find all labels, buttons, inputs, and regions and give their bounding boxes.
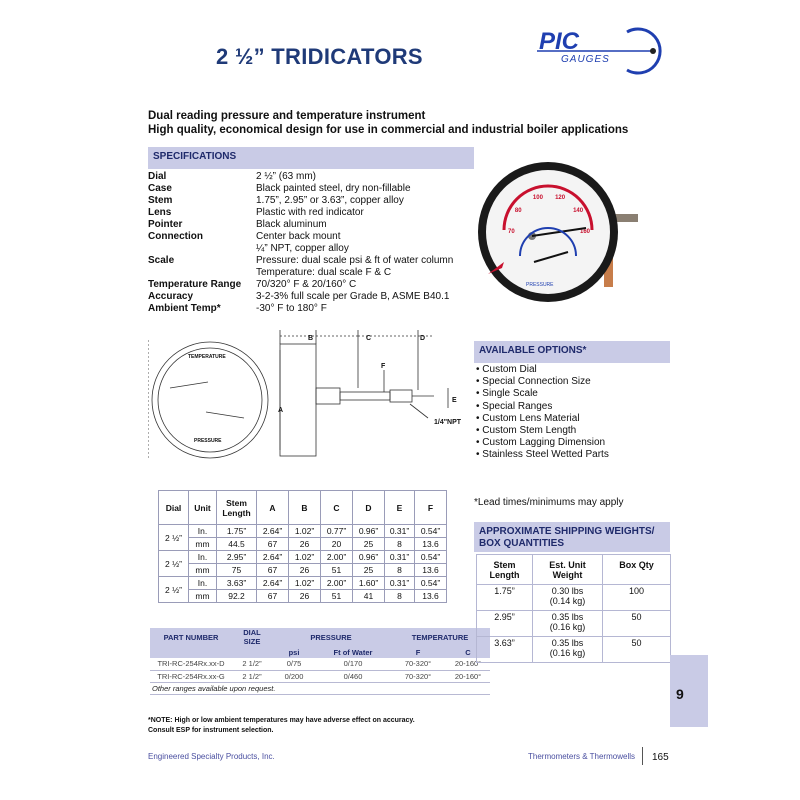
table-row	[477, 611, 671, 637]
dim-col-header: Stem Length	[217, 491, 257, 525]
part-number-table	[150, 628, 490, 695]
part-cell: 0/75	[272, 658, 316, 670]
options-list	[476, 364, 609, 462]
dim-cell: 2.64”	[257, 525, 289, 538]
dim-cell: 1.02”	[289, 577, 321, 590]
dim-col-header: A	[257, 491, 289, 525]
option-item: • Custom Lens Material	[476, 413, 609, 425]
part-cell: TRI-RC-254Rx.xx-G	[150, 670, 232, 682]
dial-size-header: DIAL SIZE	[232, 628, 272, 646]
spec-row	[148, 267, 476, 279]
weight-kg: (0.14 kg)	[549, 596, 586, 606]
table-row	[159, 590, 447, 603]
weight-kg: (0.16 kg)	[549, 648, 586, 658]
c-subheader: C	[446, 646, 490, 658]
spec-row	[148, 219, 476, 231]
spec-row	[148, 303, 476, 315]
dimension-diagram	[148, 330, 478, 470]
footer-section: Thermometers & Thermowells	[528, 752, 635, 761]
temp-tick-label: 70	[508, 229, 515, 235]
qty-cell: 50	[603, 611, 671, 637]
spec-row	[148, 279, 476, 291]
unit-weight-col: Est. Unit Weight	[533, 555, 603, 585]
dim-cell: 8	[385, 590, 415, 603]
spec-label: Ambient Temp*	[148, 303, 221, 314]
spec-value: 3-2-3% full scale per Grade B, ASME B40.1	[256, 291, 450, 302]
temp-tick-label: 120	[555, 194, 566, 201]
dim-cell: 1.60”	[353, 577, 385, 590]
temp-tick-label: 140	[573, 207, 584, 214]
spec-value: Black painted steel, dry non-fillable	[256, 183, 411, 194]
dim-cell: 13.6	[415, 538, 447, 551]
dim-cell: 75	[217, 564, 257, 577]
spec-label: Case	[148, 183, 172, 194]
box-qty-col: Box Qty	[603, 555, 671, 585]
dim-cell: 25	[353, 538, 385, 551]
gauge-photo	[478, 158, 650, 308]
dim-col-header: F	[415, 491, 447, 525]
dim-col-header: B	[289, 491, 321, 525]
part-cell: 20-160°	[446, 670, 490, 682]
svg-text:E: E	[452, 397, 457, 404]
svg-text:PRESSURE: PRESSURE	[194, 438, 222, 444]
dim-cell: 2.00”	[321, 577, 353, 590]
option-item: • Special Connection Size	[476, 376, 609, 388]
spec-value: ¼” NPT, copper alloy	[256, 243, 349, 254]
dim-cell: 0.31”	[385, 551, 415, 564]
spec-value: Black aluminum	[256, 219, 327, 230]
spec-row	[148, 243, 476, 255]
part-cell: 20-160°	[446, 658, 490, 670]
dim-cell: 13.6	[415, 564, 447, 577]
stem-cell: 1.75”	[477, 585, 533, 611]
shipping-weights-header: APPROXIMATE SHIPPING WEIGHTS/ BOX QUANTITIES	[474, 522, 670, 552]
dim-cell: In.	[189, 525, 217, 538]
temperature-header: TEMPERATURE	[390, 628, 490, 646]
spec-value: Center back mount	[256, 231, 341, 242]
pic-gauges-logo	[535, 26, 667, 76]
option-item: • Single Scale	[476, 388, 609, 400]
dim-cell: In.	[189, 577, 217, 590]
spec-value: -30° F to 180° F	[256, 303, 327, 314]
dim-cell: 26	[289, 590, 321, 603]
table-row	[150, 658, 490, 670]
dial-cell: 2 ½”	[159, 551, 189, 577]
dim-cell: 0.96”	[353, 551, 385, 564]
spec-label: Stem	[148, 195, 173, 206]
dim-cell: 92.2	[217, 590, 257, 603]
table-row	[150, 670, 490, 682]
dim-cell: 1.02”	[289, 551, 321, 564]
weight-cell	[533, 585, 603, 611]
dim-col-header: E	[385, 491, 415, 525]
spec-row	[148, 231, 476, 243]
dim-cell: 0.31”	[385, 525, 415, 538]
dim-cell: 67	[257, 538, 289, 551]
spec-value: 1.75”, 2.95” or 3.63”, copper alloy	[256, 195, 404, 206]
spec-row	[148, 255, 476, 267]
part-cell: 2 1/2”	[232, 658, 272, 670]
temp-tick-label: 100	[532, 194, 543, 201]
dim-cell: 41	[353, 590, 385, 603]
svg-text:A: A	[278, 407, 284, 414]
dial-cell: 2 ½”	[159, 525, 189, 551]
f-subheader: F	[390, 646, 446, 658]
shipping-table	[476, 554, 671, 663]
dim-col-header: Dial	[159, 491, 189, 525]
part-cell: 2 1/2”	[232, 670, 272, 682]
temp-tick-label: 160	[580, 229, 591, 235]
table-row	[477, 637, 671, 663]
table-row	[159, 577, 447, 590]
dim-cell: 2.64”	[257, 577, 289, 590]
dim-cell: 2.64”	[257, 551, 289, 564]
dim-cell: 0.96”	[353, 525, 385, 538]
spec-label: Connection	[148, 231, 203, 242]
spec-label	[148, 267, 256, 279]
svg-text:TEMPERATURE: TEMPERATURE	[188, 354, 226, 360]
svg-text:B: B	[308, 335, 314, 342]
dim-cell: In.	[189, 551, 217, 564]
spec-value: Plastic with red indicator	[256, 207, 364, 218]
specifications-header: SPECIFICATIONS	[148, 147, 474, 169]
dim-cell: 8	[385, 564, 415, 577]
qty-cell: 50	[603, 637, 671, 663]
part-number-header: PART NUMBER	[150, 628, 232, 646]
dim-cell: mm	[189, 564, 217, 577]
dim-col-header: C	[321, 491, 353, 525]
weight-lbs: 0.35 lbs	[551, 638, 584, 648]
weight-lbs: 0.35 lbs	[551, 612, 584, 622]
dim-cell: 20	[321, 538, 353, 551]
option-item: • Custom Dial	[476, 364, 609, 376]
dim-cell: mm	[189, 590, 217, 603]
dim-cell: 26	[289, 538, 321, 551]
table-row	[159, 551, 447, 564]
spec-label: Pointer	[148, 219, 183, 230]
weight-cell	[533, 611, 603, 637]
dim-cell: 67	[257, 564, 289, 577]
dim-cell: 25	[353, 564, 385, 577]
dimension-table	[158, 490, 447, 603]
stem-cell: 2.95”	[477, 611, 533, 637]
svg-text:F: F	[381, 363, 386, 370]
svg-text:D: D	[420, 335, 426, 342]
other-ranges-note: Other ranges available upon request.	[150, 682, 490, 694]
option-item: • Stainless Steel Wetted Parts	[476, 449, 609, 461]
spec-value: 2 ½” (63 mm)	[256, 171, 317, 182]
dim-cell: 2.00”	[321, 551, 353, 564]
svg-text:1/4"NPT: 1/4"NPT	[434, 419, 462, 426]
dim-cell: 0.77”	[321, 525, 353, 538]
spec-label: Temperature Range	[148, 279, 242, 290]
part-cell: 70-320°	[390, 670, 446, 682]
subtitle-line-1: Dual reading pressure and temperature instrument	[148, 110, 426, 122]
ft-water-subheader: Ft of Water	[316, 646, 390, 658]
dim-col-header: Unit	[189, 491, 217, 525]
part-cell: TRI-RC-254Rx.xx-D	[150, 658, 232, 670]
stem-cell: 3.63”	[477, 637, 533, 663]
spec-row	[148, 207, 476, 219]
svg-text:C: C	[366, 335, 372, 342]
spec-label: Lens	[148, 207, 172, 218]
section-tab-number: 9	[676, 686, 684, 702]
spec-label: Scale	[148, 255, 175, 266]
qty-cell: 100	[603, 585, 671, 611]
dim-cell: 2.95”	[217, 551, 257, 564]
dim-cell: 44.5	[217, 538, 257, 551]
table-row	[159, 564, 447, 577]
table-row	[477, 585, 671, 611]
dim-cell: mm	[189, 538, 217, 551]
subtitle-line-2: High quality, economical design for use in commercial and industrial boiler applications	[148, 124, 629, 136]
dim-cell: 67	[257, 590, 289, 603]
spec-row	[148, 195, 476, 207]
spec-label: Accuracy	[148, 291, 194, 302]
table-row	[159, 538, 447, 551]
dial-cell: 2 ½”	[159, 577, 189, 603]
option-item: • Special Ranges	[476, 401, 609, 413]
part-cell: 0/460	[316, 670, 390, 682]
spec-row	[148, 291, 476, 303]
weight-cell	[533, 637, 603, 663]
svg-text:PRESSURE: PRESSURE	[526, 282, 554, 288]
dim-cell: 3.63”	[217, 577, 257, 590]
part-cell: 0/170	[316, 658, 390, 670]
svg-text:GAUGES: GAUGES	[561, 54, 610, 65]
dim-cell: 0.54”	[415, 525, 447, 538]
option-item: • Custom Lagging Dimension	[476, 437, 609, 449]
dim-col-header: D	[353, 491, 385, 525]
pressure-header: PRESSURE	[272, 628, 390, 646]
footer-divider	[642, 747, 643, 765]
weight-kg: (0.16 kg)	[549, 622, 586, 632]
dim-cell: 1.75”	[217, 525, 257, 538]
part-cell: 0/200	[272, 670, 316, 682]
spec-value: Pressure: dual scale psi & ft of water column	[256, 255, 454, 266]
dim-cell: 0.54”	[415, 577, 447, 590]
weight-lbs: 0.30 lbs	[551, 586, 584, 596]
spec-value: 70/320° F & 20/160° C	[256, 279, 357, 290]
spec-value: Temperature: dual scale F & C	[256, 267, 392, 278]
available-options-header: AVAILABLE OPTIONS*	[474, 341, 670, 363]
spec-label	[148, 243, 256, 255]
spec-row	[148, 183, 476, 195]
table-row	[159, 525, 447, 538]
page-number: 165	[652, 752, 669, 763]
specifications-list	[148, 171, 476, 315]
temp-tick-label: 80	[514, 207, 522, 214]
stem-length-col: Stem Length	[477, 555, 533, 585]
spec-label: Dial	[148, 171, 167, 182]
part-cell: 70-320°	[390, 658, 446, 670]
dim-cell: 13.6	[415, 590, 447, 603]
dim-cell: 0.54”	[415, 551, 447, 564]
spec-row	[148, 171, 476, 183]
footnote: *NOTE: High or low ambient temperatures may have adverse effect on accuracy. Consult ESP for instrument selection.	[148, 717, 415, 734]
psi-subheader: psi	[272, 646, 316, 658]
lead-times-note: *Lead times/minimums may apply	[474, 497, 624, 508]
footer-company: Engineered Specialty Products, Inc.	[148, 752, 275, 761]
option-item: • Custom Stem Length	[476, 425, 609, 437]
dim-cell: 0.31”	[385, 577, 415, 590]
dim-cell: 51	[321, 590, 353, 603]
dim-cell: 51	[321, 564, 353, 577]
dim-cell: 8	[385, 538, 415, 551]
page-title: 2 ½” TRIDICATORS	[216, 44, 423, 69]
svg-text:PIC: PIC	[539, 28, 580, 55]
dim-cell: 1.02”	[289, 525, 321, 538]
dim-cell: 26	[289, 564, 321, 577]
